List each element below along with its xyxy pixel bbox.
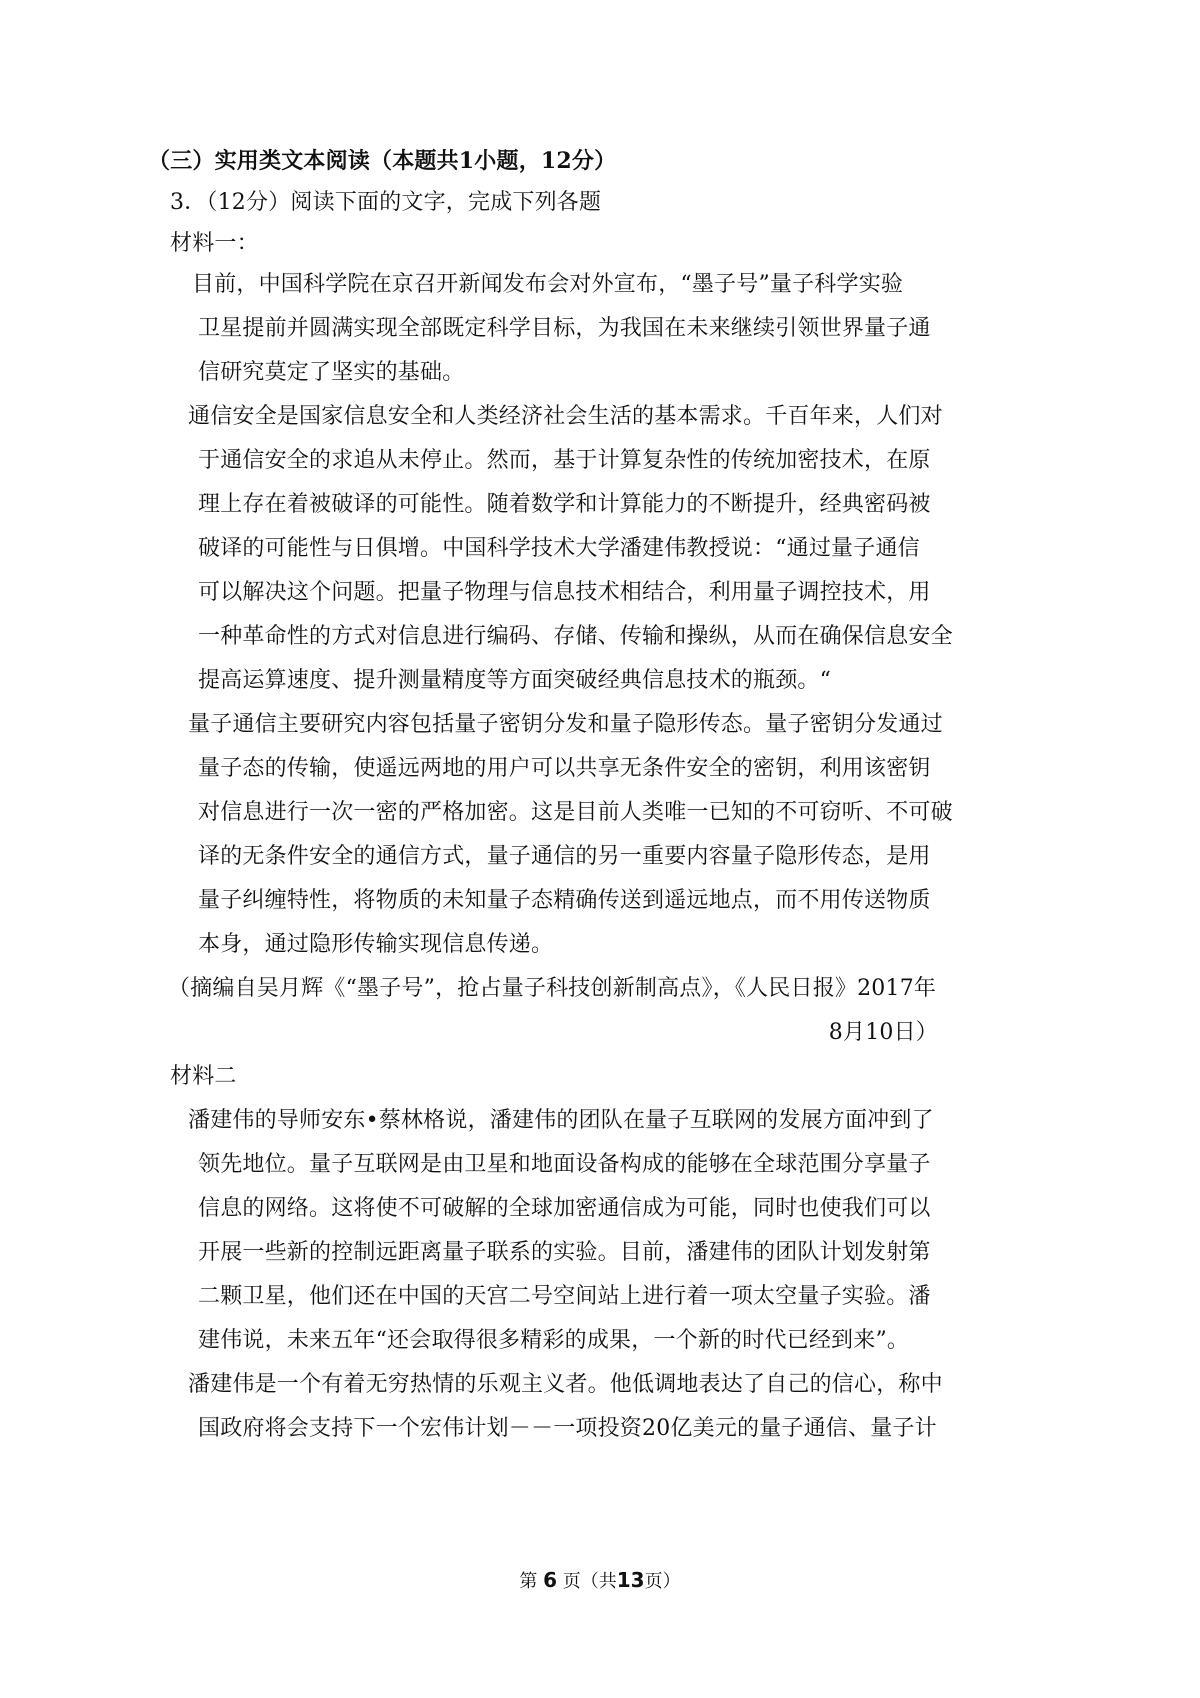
material2-para1-line4: 开展一些新的控制远距离量子联系的实验。目前，潘建伟的团队计划发射第: [198, 1240, 931, 1265]
material1-para1-line1: 目前，中国科学院在京召开新闻发布会对外宣布，“墨子号”量子科学实验: [192, 272, 904, 297]
material2-para2-line2: 国政府将会支持下一个宏伟计划－－一项投资20亿美元的量子通信、量子计: [198, 1416, 937, 1441]
material1-para3-line5: 量子纠缠特性，将物质的未知量子态精确传送到遥远地点，而不用传送物质: [198, 888, 931, 913]
question-line: [170, 188, 601, 218]
material2-para1-line2: 领先地位。量子互联网是由卫星和地面设备构成的能够在全球范围分享量子: [198, 1152, 931, 1177]
material1-para2-line2: 于通信安全的求追从未停止。然而，基于计算复杂性的传统加密技术，在原: [198, 448, 931, 473]
material1-para3-line6: 本身，通过隐形传输实现信息传递。: [198, 932, 554, 957]
section-title: （三）实用类文本阅读（本题共1小题，12分）: [148, 148, 617, 174]
material1-para1-line2: 卫星提前并圆满实现全部既定科学目标，为我国在未来继续引领世界量子通: [198, 316, 931, 341]
page-footer: [0, 1568, 1200, 1594]
material1-para2-line7: 提高运算速度、提升测量精度等方面突破经典信息技术的瓶颈。“: [198, 668, 832, 693]
material2-para1-line1: 潘建伟的导师安东•蔡林格说，潘建伟的团队在量子互联网的发展方面冲到了: [188, 1108, 934, 1133]
question-number: 3．: [170, 190, 207, 215]
material1-para2-line5: 可以解决这个问题。把量子物理与信息技术相结合，利用量子调控技术，用: [198, 580, 931, 605]
material2-para1-line6: 建伟说，未来五年“还会取得很多精彩的成果，一个新的时代已经到来”。: [198, 1328, 910, 1353]
material1-para3-line2: 量子态的传输，使遥远两地的用户可以共享无条件安全的密钥，利用该密钥: [198, 756, 931, 781]
material1-para3-line3: 对信息进行一次一密的严格加密。这是目前人类唯一已知的不可窃听、不可破: [198, 800, 953, 825]
material2-para1-line5: 二颗卫星，他们还在中国的天宫二号空间站上进行着一项太空量子实验。潘: [198, 1284, 931, 1309]
material2-para2-line1: 潘建伟是一个有着无穷热情的乐观主义者。他低调地表达了自己的信心，称中: [188, 1372, 943, 1397]
material1-para2-line6: 一种革命性的方式对信息进行编码、存储、传输和操纵，从而在确保信息安全: [198, 624, 953, 649]
footer-total-pages: 13: [616, 1568, 645, 1592]
material1-para2-line3: 理上存在着被破译的可能性。随着数学和计算能力的不断提升，经典密码被: [198, 492, 931, 517]
question-intro: （12分）阅读下面的文字，完成下列各题: [206, 190, 602, 215]
material1-para2-line4: 破译的可能性与日俱增。中国科学技术大学潘建伟教授说：“通过量子通信: [198, 536, 920, 561]
material1-heading: 材料一：: [170, 231, 259, 256]
material1-para3-line1: 量子通信主要研究内容包括量子密钥分发和量子隐形传态。量子密钥分发通过: [188, 712, 943, 737]
footer-page-number: 6: [543, 1568, 558, 1592]
footer-suffix: 页）: [644, 1571, 681, 1592]
material1-para1-line3: 信研究莫定了坚实的基础。: [198, 360, 465, 385]
footer-middle: 页（共: [562, 1571, 617, 1592]
footer-prefix: 第: [519, 1571, 538, 1592]
material2-heading: 材料二: [170, 1064, 237, 1089]
material1-source-line1: （摘编自吴月辉《“墨子号”，抢占量子科技创新制高点》，《人民日报》2017年: [168, 976, 937, 1001]
material2-para1-line3: 信息的网络。这将使不可破解的全球加密通信成为可能，同时也使我们可以: [198, 1196, 931, 1221]
material1-source-line2: 8月10日）: [828, 1020, 938, 1045]
material1-para3-line4: 译的无条件安全的通信方式，量子通信的另一重要内容量子隐形传态，是用: [198, 844, 931, 869]
material1-para2-line1: 通信安全是国家信息安全和人类经济社会生活的基本需求。千百年来，人们对: [188, 404, 943, 429]
